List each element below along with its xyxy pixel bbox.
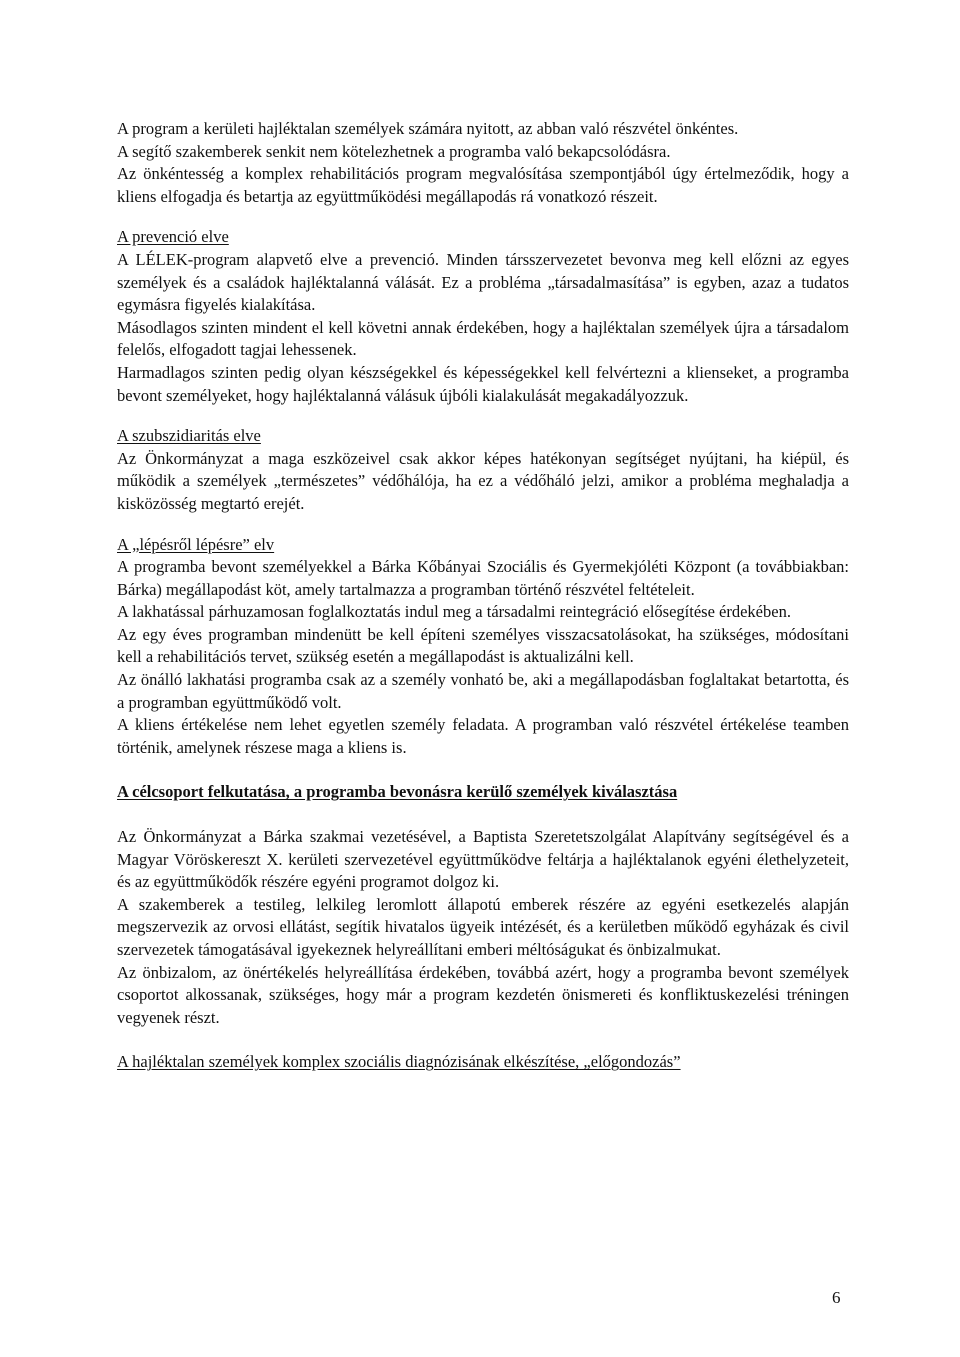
intro-paragraph: Az önkéntesség a komplex rehabilitációs program megvalósítása szempontjából úgy értelmeződik, hogy a kliens elfogadja és betartja az együttműködési megállapodás rá vonatkozó részeit.	[117, 164, 849, 206]
lepesrol-paragraph-5: A kliens értékelése nem lehet egyetlen személy feladata. A programban való részvétel értékelése teamben történik, amelynek részese maga a kliens is.	[117, 715, 849, 757]
prevencio-paragraph-2: Másodlagos szinten mindent el kell követni annak érdekében, hogy a hajléktalan személyek újra a társadalom felelős, elfogadott tagjai lehessenek.	[117, 317, 849, 360]
prevencio-paragraph-1: A LÉLEK-program alapvető elve a prevenció. Minden társszervezetet bevonva meg kell előzni az egyes személyek és a családok hajléktalanná válását. Ez a probléma „társadalmasítása” is egyben, azaz a tudatos egymásra figyelés kialakítása.	[117, 249, 849, 315]
page-number: 6	[832, 1288, 841, 1307]
document-page	[117, 118, 849, 1074]
intro-line-2: A segítő szakemberek senkit nem kötelezhetnek a programba való bekapcsolódásra.	[117, 141, 671, 161]
lepesrol-paragraph-1: A programba bevont személyekkel a Bárka Kőbányai Szociális és Gyermekjóléti Központ (a továbbiakban: Bárka) megállapodást köt, amely tartalmazza a programban történő részvétel feltételeit.	[117, 557, 849, 599]
celcsoport-paragraph-2: A szakemberek a testileg, lelkileg leromlott állapotú emberek részére az egyéni esetkezelés alapján megszervezik az orvosi ellátást, segítik hivatalos ügyeik intézését, és a kerületben működő egyházak és civil szervezetek támogatásával igyekeznek helyreállítani emberi méltóságukat és önbizalmukat.	[117, 894, 849, 959]
lepesrol-paragraph-3: Az egy éves programban mindenütt be kell építeni személyes visszacsatolásokat, ha szükséges, módosítani kell a rehabilitációs tervet, szükség esetén a megállapodást is aktualizálni kell.	[117, 624, 849, 667]
celcsoport-paragraph-3: Az önbizalom, az önértékelés helyreállítása érdekében, továbbá azért, hogy a programba bevont személyek csoportot alkossanak, szükséges, hogy már a program kezdetén önismereti és konfliktuskezelési tréningen vegyenek részt.	[117, 962, 849, 1027]
lepesrol-paragraph-4: Az önálló lakhatási programba csak az a személy vonható be, aki a megállapodásban foglaltakat betartotta, és a programban együttműködő volt.	[117, 670, 849, 712]
intro-line-1: A program a kerületi hajléktalan személyek számára nyitott, az abban való részvétel önkéntes.	[117, 119, 739, 138]
lepesrol-heading: A „lépésről lépésre” elv	[117, 534, 275, 554]
prevencio-heading: A prevenció elve	[117, 227, 229, 247]
prevencio-paragraph-3: Harmadlagos szinten pedig olyan készségekkel és képességekkel kell felvértezni a klienseket, a programba bevont személyeket, hogy hajléktalanná válásuk újbóli kialakulását megakadályozzuk.	[117, 362, 849, 405]
szubszidiaritas-heading: A szubszidiaritás elve	[117, 426, 261, 446]
szubszidiaritas-paragraph-1: Az Önkormányzat a maga eszközeivel csak akkor képes hatékonyan segítséget nyújtani, ha kiépül, és működik a személyek „természetes” védőhálója, ha ez a védőháló jelzi, amikor a probléma meghaladja a kisközösség megtartó erejét.	[117, 448, 849, 513]
celcsoport-paragraph-1: Az Önkormányzat a Bárka szakmai vezetésével, a Baptista Szeretetszolgálat Alapítvány segítségével és a Magyar Vöröskereszt X. kerületi szervezetével együttműködve feltárja a hajléktalanok egyéni élethelyzeteit, és az együttműködők részére egyéni programot dolgoz ki.	[117, 827, 849, 892]
diagnozis-heading: A hajléktalan személyek komplex szociális diagnózisának elkészítése, „előgondozás”	[117, 1052, 681, 1072]
lepesrol-paragraph-2: A lakhatással párhuzamosan foglalkoztatás indul meg a társadalmi reintegráció elősegítése érdekében.	[117, 602, 791, 622]
celcsoport-heading: A célcsoport felkutatása, a programba bevonásra kerülő személyek kiválasztása	[117, 782, 678, 802]
